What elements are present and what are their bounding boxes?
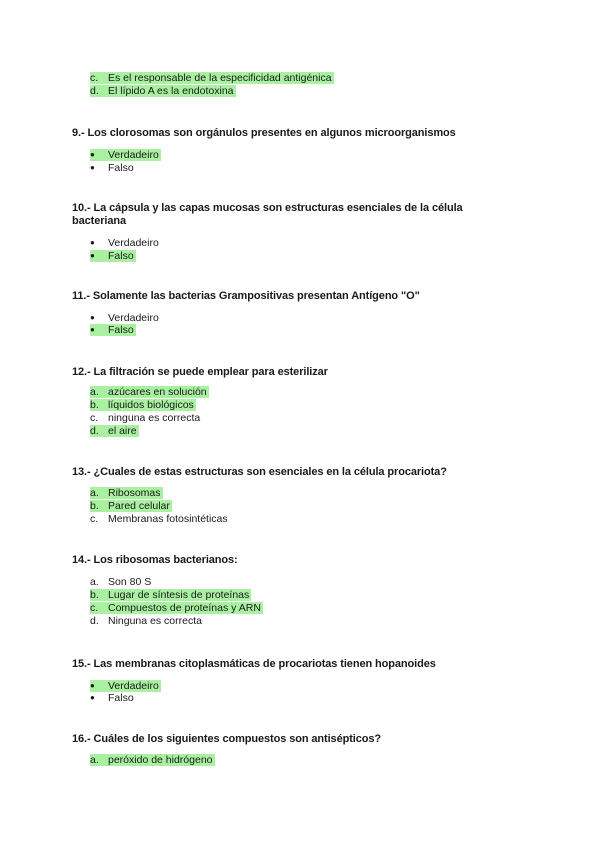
option-false: ● Falso [90,162,134,174]
question-13-title: 13.- ¿Cuales de estas estructuras son esenciales en la célula procariota? [72,466,447,478]
option-true: ● Verdadeiro [90,312,159,324]
option-d: d. Ninguna es correcta [90,615,202,627]
option-true: ● Verdadeiro [90,237,159,249]
option-a: a. peróxido de hidrógeno [90,754,213,766]
question-14-title: 14.- Los ribosomas bacterianos: [72,554,238,566]
question-9-title: 9.- Los clorosomas son orgánulos presentes en algunos microorganismos [72,127,456,139]
question-10-title-line2: bacteriana [72,215,127,227]
option-d: d. el aire [90,425,137,437]
option-a: a. azúcares en solución [90,386,207,398]
option-d: d. El lípido A es la endotoxina [90,85,234,97]
option-b: b. líquidos biológicos [90,399,194,411]
option-false: ● Falso [90,692,134,704]
option-true: ● Verdadeiro [90,680,159,692]
option-c: c. ninguna es correcta [90,412,201,424]
question-12-title: 12.- La filtración se puede emplear para esterilizar [72,366,328,378]
option-c: c. Compuestos de proteínas y ARN [90,602,261,614]
option-c: c. Membranas fotosintéticas [90,513,228,525]
option-b: b. Lugar de síntesis de proteínas [90,589,250,601]
question-10-title [72,202,512,228]
question-16-title: 16.- Cuáles de los siguientes compuestos son antisépticos? [72,733,382,745]
option-a: a. Ribosomas [90,487,161,499]
question-10-title-line1: 10.- La cápsula y las capas mucosas son estructuras esenciales de la célula [72,202,463,214]
option-true: ● Verdadeiro [90,149,159,161]
option-false: ● Falso [90,324,134,336]
option-c: c. Es el responsable de la especificidad antigénica [90,72,332,84]
option-false: ● Falso [90,250,134,262]
option-b: b. Pared celular [90,500,170,512]
option-a: a. Son 80 S [90,576,152,588]
question-15-title: 15.- Las membranas citoplasmáticas de procariotas tienen hopanoides [72,658,436,670]
question-11-title: 11.- Solamente las bacterias Grampositivas presentan Antígeno "O" [72,290,420,302]
